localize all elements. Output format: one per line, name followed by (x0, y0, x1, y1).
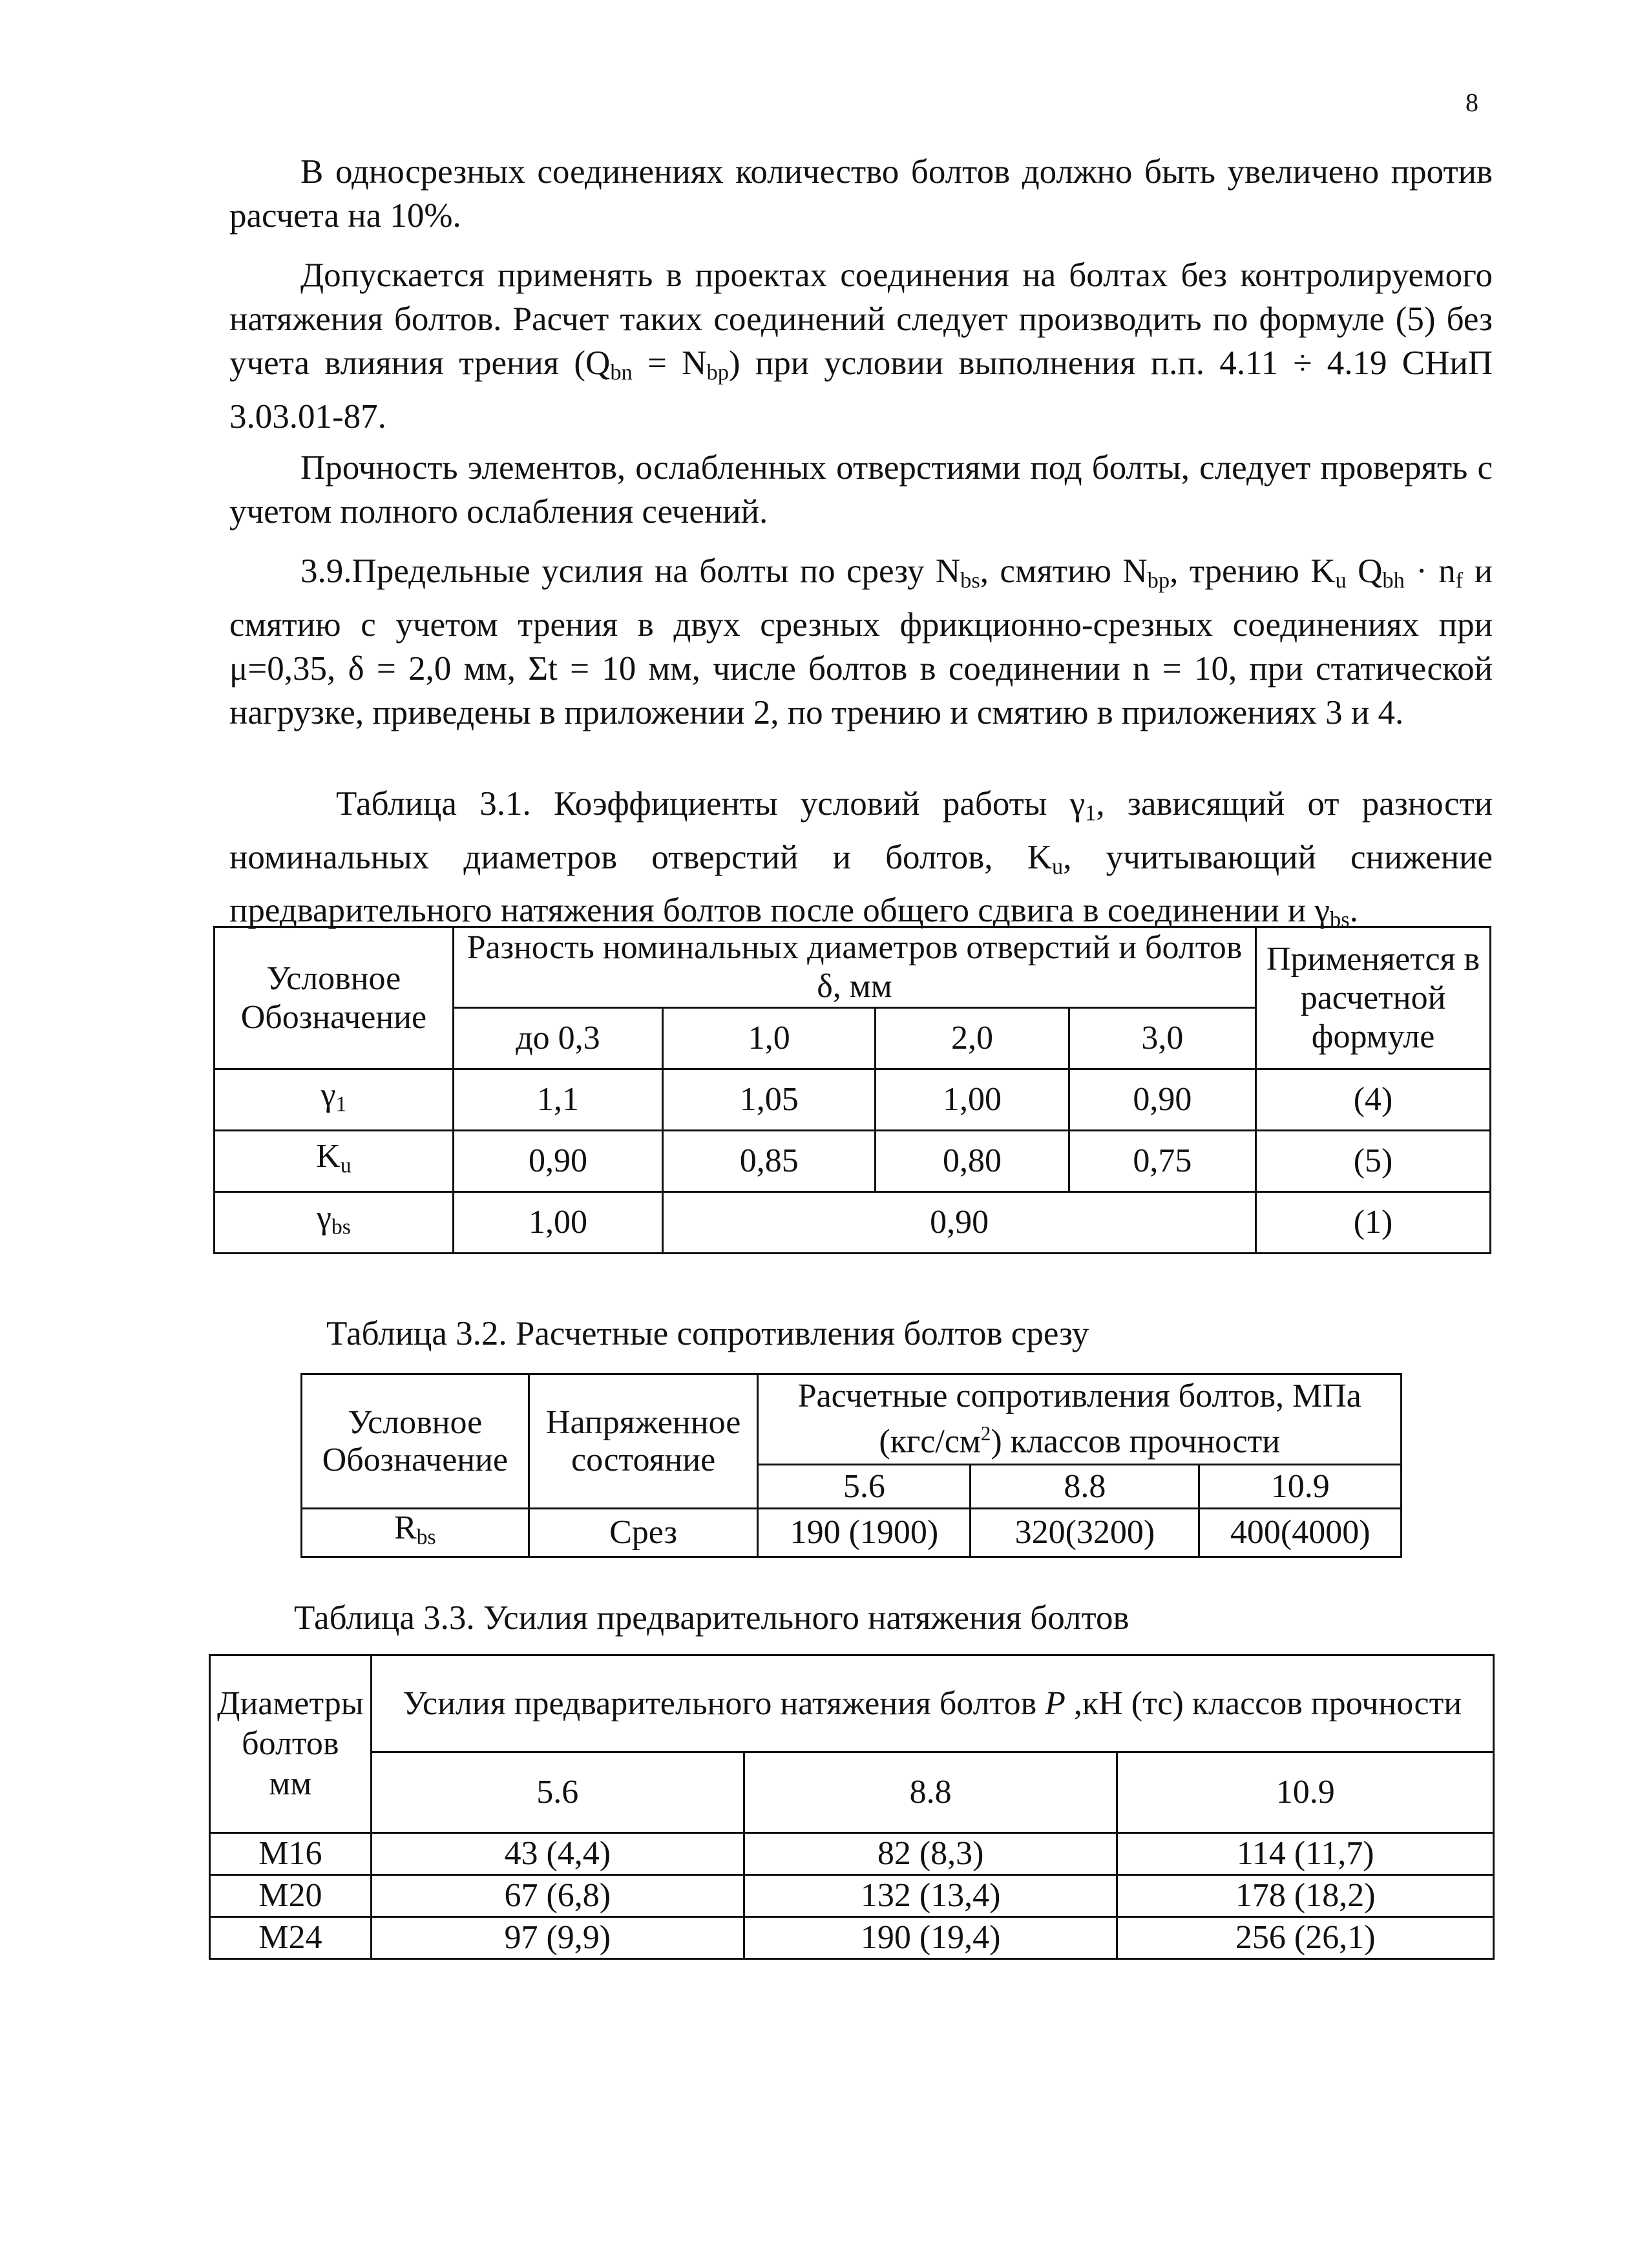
caption-text: Таблица 3.1. Коэффициенты условий работы γ (336, 785, 1086, 823)
value-cell: 0,90 (1069, 1069, 1255, 1131)
paragraph-text: , смятию N (980, 552, 1148, 590)
class-cell: 8.8 (744, 1752, 1117, 1833)
paragraph-text: 3.9.Предельные усилия на болты по срезу N (300, 552, 961, 590)
subscript: bs (960, 568, 980, 593)
diameter-cell: М24 (210, 1917, 372, 1959)
class-cell: 5.6 (758, 1465, 971, 1509)
value-cell: 43 (4,4) (371, 1833, 744, 1875)
diameter-cell: М16 (210, 1833, 372, 1875)
table-pretension-forces (209, 1654, 1495, 1960)
table3-caption: Таблица 3.3. Усилия предварительного натяжения болтов (294, 1599, 1129, 1637)
value-cell: 114 (11,7) (1117, 1833, 1494, 1875)
table-row (215, 1131, 1491, 1192)
value-cell: 256 (26,1) (1117, 1917, 1494, 1959)
header-state: Напряженное состояние (529, 1374, 758, 1509)
paragraph-text: = N (632, 344, 707, 382)
table-row (210, 1875, 1494, 1917)
table2-caption: Таблица 3.2. Расчетные сопротивления болтов срезу (326, 1315, 1089, 1352)
table-row (210, 1833, 1494, 1875)
formula-cell: (5) (1256, 1131, 1491, 1192)
table1-caption (229, 782, 1493, 942)
subscript: 1 (335, 1092, 347, 1117)
value-cell: 1,1 (453, 1069, 662, 1131)
subheader-cell: до 0,3 (453, 1008, 662, 1069)
paragraph-text: и смятию с учетом трения в двух срезных фрикционно-срезных соединениях при μ=0,35, δ = 2,0 мм, Σt = 10 мм, числе болтов в соединении n = 10, при статической нагрузке, приведены в приложении 2, по трению и смятию в приложениях 3 и 4. (229, 552, 1493, 731)
symbol: R (394, 1509, 417, 1546)
value-cell: 1,00 (876, 1069, 1069, 1131)
class-cell: 10.9 (1199, 1465, 1402, 1509)
subscript: bh (1382, 568, 1405, 593)
subscript: bs (331, 1215, 351, 1239)
subscript: bn (610, 360, 633, 385)
table-row (210, 1917, 1494, 1959)
value-cell: 0,90 (663, 1192, 1256, 1254)
subheader-cell: 2,0 (876, 1008, 1069, 1069)
symbol-cell (215, 1192, 454, 1254)
header-text: ) классов прочности (991, 1423, 1281, 1460)
header-text: ,кН (тс) классов прочности (1065, 1685, 1462, 1722)
value-cell: 190 (1900) (758, 1509, 971, 1557)
symbol: γ (316, 1199, 331, 1236)
header-symbol: Условное Обозначение (215, 927, 454, 1069)
caption-text: , учитывающий снижение предварительного натяжения болтов после общего сдвига в соединении и γ (229, 838, 1493, 930)
paragraph-text: В односрезных соединениях количество болтов должно быть увеличено против расчета на 10%. (229, 153, 1493, 235)
symbol-cell (215, 1131, 454, 1192)
value-cell: 320(3200) (971, 1509, 1199, 1557)
value-cell: 132 (13,4) (744, 1875, 1117, 1917)
value-cell: 1,00 (453, 1192, 662, 1254)
value-cell: 0,75 (1069, 1131, 1255, 1192)
value-cell: 1,05 (663, 1069, 876, 1131)
paragraph-text: · n (1404, 552, 1456, 590)
subscript: bs (1329, 907, 1350, 932)
value-cell: 67 (6,8) (371, 1875, 744, 1917)
class-cell: 8.8 (971, 1465, 1199, 1509)
header-diameter: Диаметры болтов мм (210, 1655, 372, 1833)
state-cell: Срез (529, 1509, 758, 1557)
header-resistance (758, 1374, 1402, 1465)
formula-cell: (1) (1256, 1192, 1491, 1254)
class-cell: 5.6 (371, 1752, 744, 1833)
page-number: 8 (1465, 88, 1478, 117)
symbol-cell (215, 1069, 454, 1131)
paragraph-text: Прочность элементов, ослабленных отверстиями под болты, следует проверять с учетом полного ослабления сечений. (229, 449, 1493, 530)
paragraph-weakening (229, 446, 1493, 534)
header-formula: Применяется в расчетной формуле (1256, 927, 1491, 1069)
paragraph-single-shear (229, 150, 1493, 238)
header-diameter-diff: Разность номинальных диаметров отверстий и болтов δ, мм (453, 927, 1255, 1008)
paragraph-text: ) при условии выполнения п.п. 4.11 ÷ 4.19 СНиП 3.03.01-87. (229, 344, 1493, 436)
table-coefficients (213, 926, 1491, 1254)
subscript: u (340, 1153, 352, 1178)
value-cell: 82 (8,3) (744, 1833, 1117, 1875)
header-text: Усилия предварительного натяжения болтов (403, 1685, 1045, 1722)
header-text: Расчетные сопротивления болтов, МПа (кгс/см (797, 1378, 1361, 1460)
subheader-cell: 3,0 (1069, 1008, 1255, 1069)
subscript: u (1051, 854, 1064, 879)
paragraph-text: Q (1346, 552, 1383, 590)
header-symbol-p: P (1045, 1685, 1066, 1722)
value-cell: 190 (19,4) (744, 1917, 1117, 1959)
caption-text: . (1349, 892, 1358, 930)
header-force (371, 1655, 1493, 1752)
paragraph-text: , трению K (1170, 552, 1336, 590)
table-row (215, 1069, 1491, 1131)
header-symbol: Условное Обозначение (302, 1374, 529, 1509)
superscript: 2 (980, 1422, 991, 1445)
value-cell: 0,90 (453, 1131, 662, 1192)
symbol-cell (302, 1509, 529, 1557)
diameter-cell: М20 (210, 1875, 372, 1917)
paragraph-3-9 (229, 549, 1493, 735)
class-cell: 10.9 (1117, 1752, 1494, 1833)
symbol: K (316, 1137, 341, 1175)
value-cell: 0,85 (663, 1131, 876, 1192)
subscript: f (1455, 568, 1464, 593)
value-cell: 0,80 (876, 1131, 1069, 1192)
formula-cell: (4) (1256, 1069, 1491, 1131)
subscript: bp (706, 360, 729, 385)
subscript: u (1335, 568, 1347, 593)
table-row (215, 1192, 1491, 1254)
table-shear-resistance (300, 1373, 1402, 1558)
symbol: γ (320, 1076, 336, 1113)
subscript: bs (416, 1525, 436, 1549)
value-cell: 97 (9,9) (371, 1917, 744, 1959)
subscript: bp (1147, 568, 1170, 593)
caption-text: , зависящий от разности номинальных диаметров отверстий и болтов, K (229, 785, 1493, 876)
subheader-cell: 1,0 (663, 1008, 876, 1069)
paragraph-uncontrolled-tension (229, 253, 1493, 439)
value-cell: 400(4000) (1199, 1509, 1402, 1557)
value-cell: 178 (18,2) (1117, 1875, 1494, 1917)
paragraph-text: Допускается применять в проектах соединения на болтах без контролируемого натяжения болтов. Расчет таких соединений следует производить по формуле (5) без учета влияния трения (Q (229, 257, 1493, 382)
table-row (302, 1509, 1402, 1557)
subscript: 1 (1085, 801, 1097, 826)
